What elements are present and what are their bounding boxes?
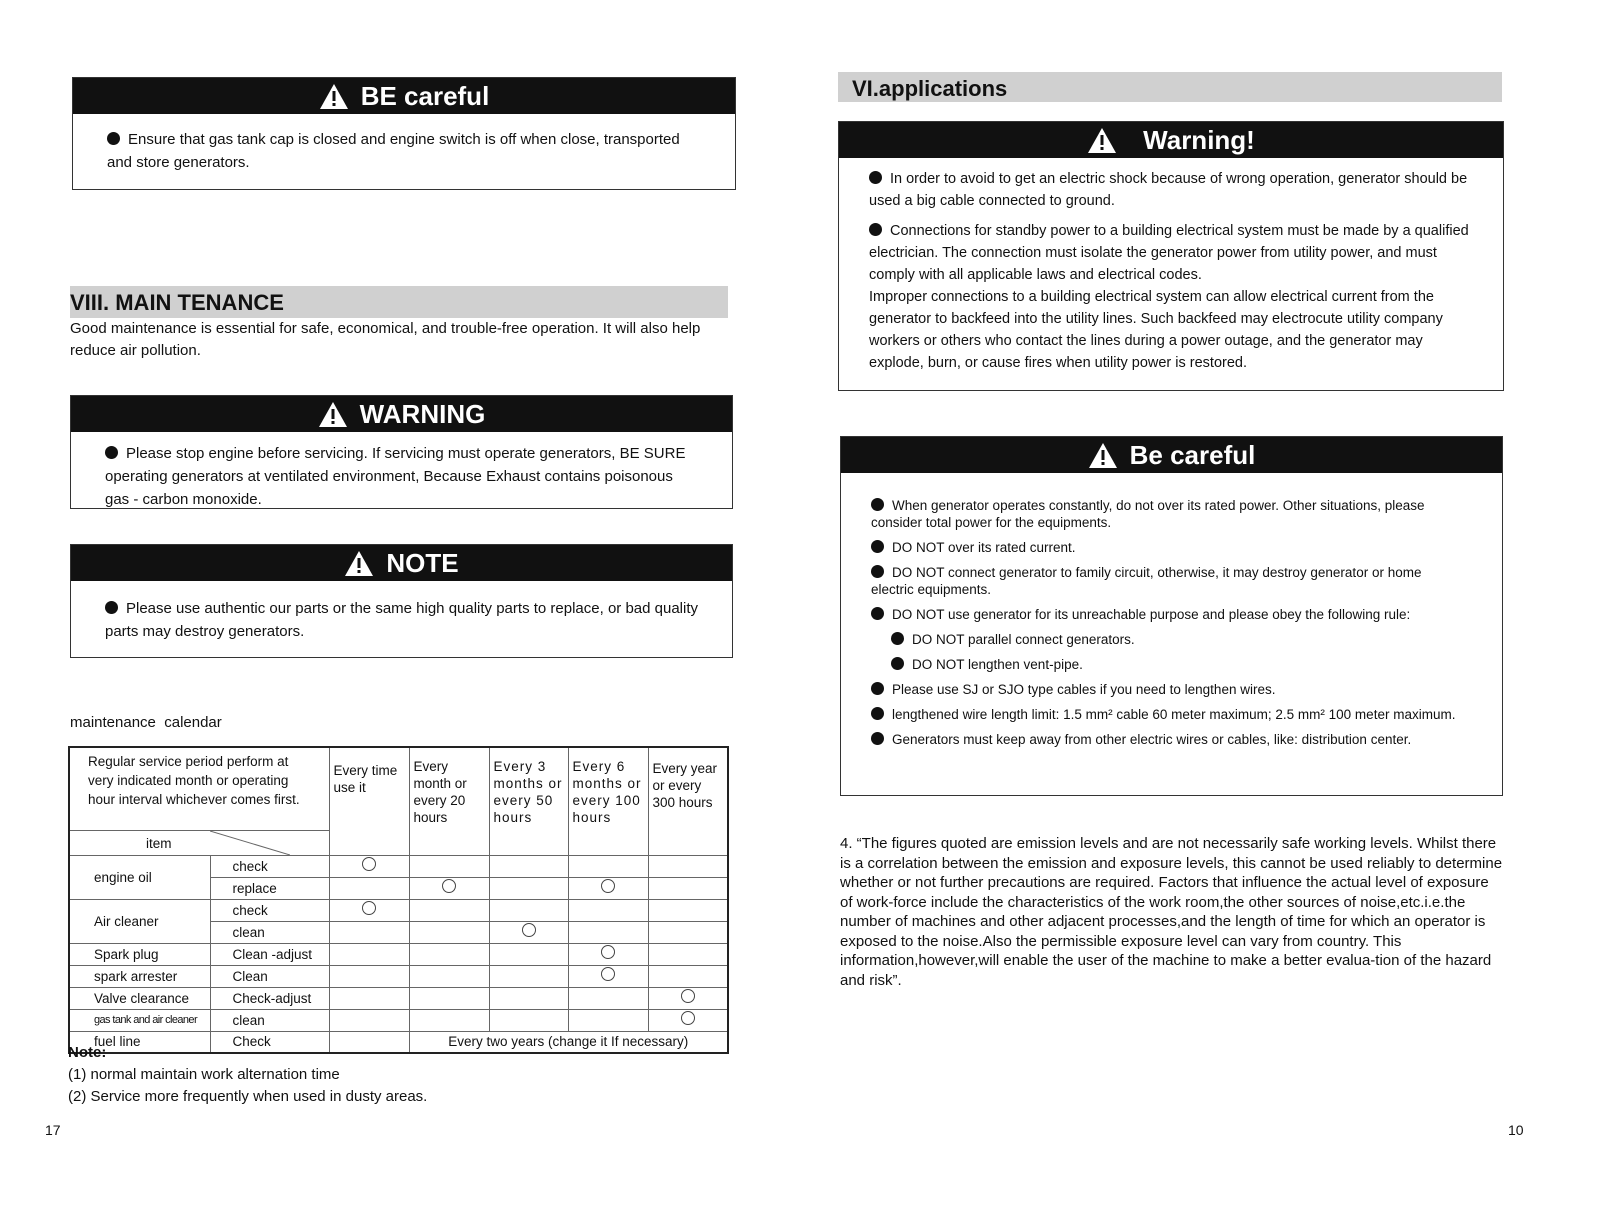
- table-row: [69, 855, 728, 877]
- item-cell: spark arrester: [69, 965, 210, 987]
- bullet-icon: [871, 707, 884, 720]
- circle-mark-icon: [601, 879, 615, 893]
- emission-paragraph: 4. “The figures quoted are emission levels and are not necessarily safe working levels. Whilst there is a correlation between the emission and exposure levels, this cannot be used reliably to determine whether or not further precautions are required. Factors that influence the actual level of exposure of work-force include the characteristics of the work room,the other sources of noise,etc.i.e.the number of machines and other adjacent processes,and the length of time for which an operator is exposed to the noise.Also the permissible exposure level can vary from country. This information,however,will enable the user of the machine to make a better evalua-tion of the hazard and risk”.: [840, 835, 1503, 989]
- careful-item: DO NOT connect generator to family circuit, otherwise, it may destroy generator or home electric equipments.: [871, 565, 1422, 597]
- page-number-left: 17: [45, 1122, 61, 1138]
- warning-triangle-icon: [344, 550, 374, 577]
- note-header: [71, 545, 732, 581]
- item-cell: engine oil: [69, 855, 210, 899]
- bullet-icon: [871, 498, 884, 511]
- action-cell: Check: [210, 1031, 329, 1053]
- calendar-label: maintenance calendar: [70, 714, 222, 731]
- maintenance-calendar-table: [68, 746, 729, 1054]
- circle-mark-icon: [362, 857, 376, 871]
- note-text: Please use authentic our parts or the same high quality parts to replace, or bad quality parts may destroy generators.: [105, 600, 698, 640]
- bullet-icon: [891, 632, 904, 645]
- careful-item: When generator operates constantly, do not over its rated power. Other situations, please consider total power for the equipments.: [871, 498, 1425, 530]
- table-header-row: [69, 747, 728, 855]
- applications-warning-title: Warning!: [1143, 124, 1255, 155]
- careful-item: DO NOT over its rated current.: [892, 540, 1076, 555]
- applications-warning-box: [838, 121, 1504, 391]
- be-careful-box: [72, 77, 736, 190]
- table-row: [69, 899, 728, 921]
- header-description: Regular service period perform at very indicated month or operating hour interval whichever comes first.: [88, 754, 300, 807]
- bullet-icon: [871, 540, 884, 553]
- warning-triangle-icon: [319, 83, 349, 110]
- circle-mark-icon: [442, 879, 456, 893]
- careful-item: DO NOT parallel connect generators.: [912, 632, 1135, 647]
- action-cell: Clean: [210, 965, 329, 987]
- warning-paragraph-1: In order to avoid to get an electric shock because of wrong operation, generator should be used a big cable connected to ground.: [869, 171, 1468, 209]
- warning-title: WARNING: [359, 398, 486, 429]
- col-header: Every month or every 20 hours: [409, 747, 489, 855]
- action-cell: check: [210, 855, 329, 877]
- bullet-icon: [871, 732, 884, 745]
- careful-item: lengthened wire length limit: 1.5 mm² cable 60 meter maximum; 2.5 mm² 100 meter maximum.: [892, 707, 1456, 722]
- diagonal-line: [210, 831, 290, 855]
- bullet-icon: [871, 565, 884, 578]
- circle-mark-icon: [601, 945, 615, 959]
- note-line-1: (1) normal maintain work alternation time: [68, 1066, 340, 1083]
- item-cell: gas tank and air cleaner: [69, 1009, 210, 1031]
- header-description-cell: [69, 747, 329, 855]
- applications-be-careful-box: [840, 436, 1503, 796]
- careful-item: Please use SJ or SJO type cables if you need to lengthen wires.: [892, 682, 1276, 697]
- circle-mark-icon: [362, 901, 376, 915]
- circle-mark-icon: [681, 1011, 695, 1025]
- note-box: [70, 544, 733, 658]
- bullet-icon: [869, 171, 882, 184]
- bullet-icon: [871, 607, 884, 620]
- table-row: [69, 1031, 728, 1053]
- item-cell: fuel line: [69, 1031, 210, 1053]
- circle-mark-icon: [522, 923, 536, 937]
- table-body: [69, 855, 728, 1053]
- bullet-icon: [105, 601, 118, 614]
- careful-item: Generators must keep away from other electric wires or cables, like: distribution center.: [892, 732, 1412, 747]
- header-item-label: item: [146, 835, 172, 851]
- col-header: Every time use it: [329, 747, 409, 855]
- warning-box: [70, 395, 733, 509]
- applications-be-careful-header: [841, 437, 1502, 473]
- col-header: Every 6 months or every 100 hours: [568, 747, 648, 855]
- warning-header: [71, 396, 732, 432]
- maintenance-section-title: VIII. MAIN TENANCE: [70, 286, 728, 318]
- circle-mark-icon: [681, 989, 695, 1003]
- maintenance-intro: Good maintenance is essential for safe, economical, and trouble-free operation. It will also help reduce air pollution.: [70, 320, 701, 359]
- note-line-2: (2) Service more frequently when used in dusty areas.: [68, 1088, 428, 1105]
- page-number-right: 10: [1508, 1122, 1524, 1138]
- item-cell: Air cleaner: [69, 899, 210, 943]
- note-title: NOTE: [386, 547, 459, 578]
- note-title-label: Note:: [68, 1044, 107, 1061]
- fuel-line-note: Every two years (change it If necessary): [409, 1031, 728, 1053]
- bullet-icon: [891, 657, 904, 670]
- col-header: Every year or every 300 hours: [648, 747, 728, 855]
- careful-item: DO NOT lengthen vent-pipe.: [912, 657, 1083, 672]
- circle-mark-icon: [601, 967, 615, 981]
- item-cell: Valve clearance: [69, 987, 210, 1009]
- table-row: [69, 1009, 728, 1031]
- action-cell: Clean -adjust: [210, 943, 329, 965]
- action-cell: clean: [210, 921, 329, 943]
- action-cell: clean: [210, 1009, 329, 1031]
- bullet-icon: [871, 682, 884, 695]
- warning-triangle-icon: [1088, 442, 1118, 469]
- col-header: Every 3 months or every 50 hours: [489, 747, 568, 855]
- warning-paragraph-2: Connections for standby power to a building electrical system must be made by a qualified electrician. The connection must isolate the generator power from utility power, and must comply with all applicable laws and electrical codes.: [869, 223, 1469, 283]
- applications-warning-header: [839, 122, 1503, 158]
- warning-text: Please stop engine before servicing. If servicing must operate generators, BE SURE operating generators at ventilated environment, Because Exhaust contains poisonous gas - carbon monoxide.: [105, 445, 686, 508]
- bullet-icon: [105, 446, 118, 459]
- be-careful-header: [73, 78, 735, 114]
- item-cell: Spark plug: [69, 943, 210, 965]
- warning-triangle-icon: [318, 401, 348, 428]
- careful-item: DO NOT use generator for its unreachable purpose and please obey the following rule:: [892, 607, 1411, 622]
- action-cell: replace: [210, 877, 329, 899]
- be-careful-text: Ensure that gas tank cap is closed and engine switch is off when close, transported and store generators.: [107, 131, 680, 171]
- action-cell: Check-adjust: [210, 987, 329, 1009]
- be-careful-title: BE careful: [360, 80, 490, 111]
- table-row: [69, 943, 728, 965]
- action-cell: check: [210, 899, 329, 921]
- bullet-icon: [869, 223, 882, 236]
- table-row: [69, 965, 728, 987]
- table-row: [69, 987, 728, 1009]
- applications-section-title: VI.applications: [838, 72, 1502, 102]
- applications-be-careful-title: Be careful: [1129, 439, 1256, 470]
- bullet-icon: [107, 132, 120, 145]
- warning-paragraph-3: Improper connections to a building electrical system can allow electrical current from the generator to backfeed into the utility lines. Such backfeed may electrocute utility company workers or others who contact the lines during a power outage, and the generator may explode, burn, or cause fires when utility power is restored.: [869, 289, 1443, 371]
- warning-triangle-icon: [1087, 127, 1117, 154]
